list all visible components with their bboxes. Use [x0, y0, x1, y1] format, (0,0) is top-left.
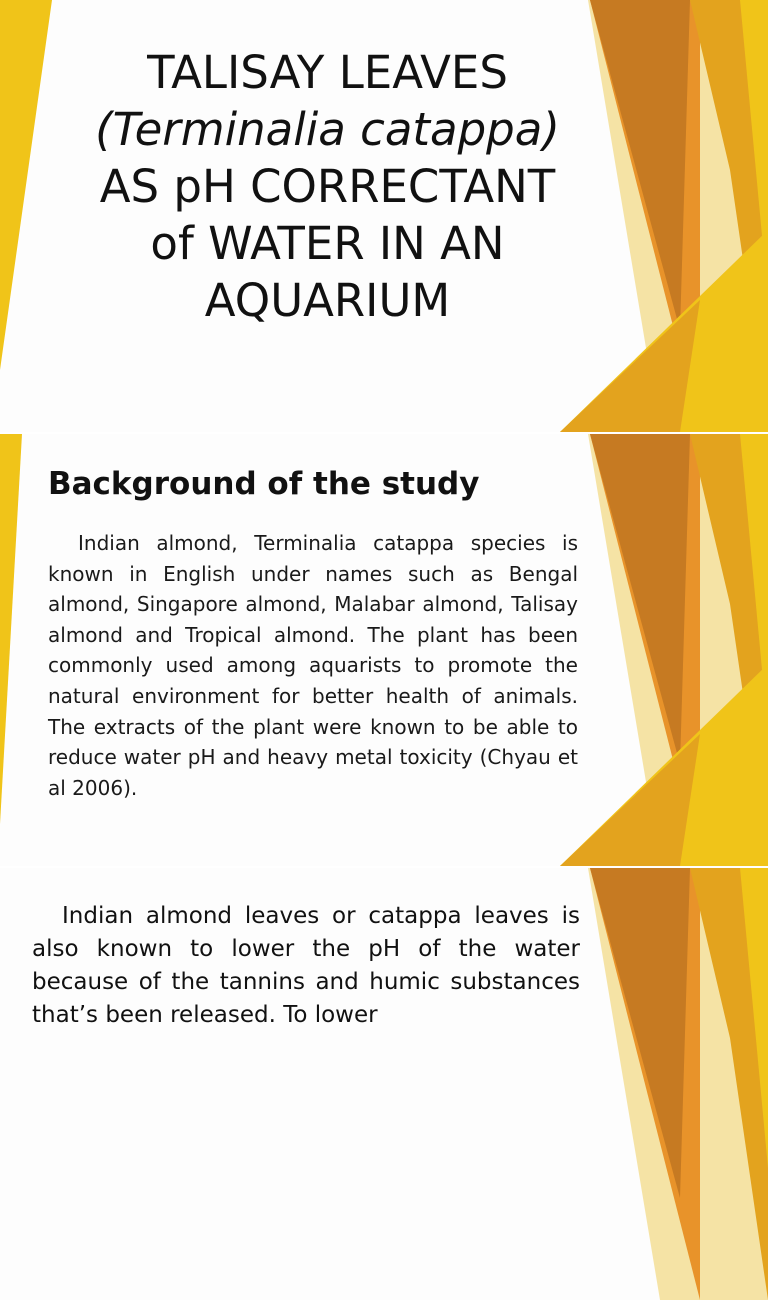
- title-line: AQUARIUM: [204, 274, 451, 327]
- title-line: TALISAY LEAVES: [147, 46, 508, 99]
- continuation-slide: [0, 868, 768, 1300]
- title-line: of WATER IN AN: [150, 217, 505, 270]
- title-line: AS pH CORRECTANT: [99, 160, 556, 213]
- left-yellow-triangle: [0, 434, 22, 824]
- section-heading: Background of the study: [48, 466, 480, 502]
- title-scientific-name: (Terminalia catappa): [95, 103, 560, 156]
- continuation-paragraph: Indian almond leaves or catappa leaves is also known to lower the pH of the water because of the tannins and humic substances that’s been released. To lower: [32, 903, 580, 1028]
- background-slide: [0, 434, 768, 866]
- slide-title: [40, 44, 615, 329]
- title-slide: [0, 0, 768, 432]
- background-paragraph: Indian almond, Terminalia catappa species is known in English under names such as Bengal almond, Singapore almond, Malabar almond, Talisay almond and Tropical almond. The plant has been commonly used among aquarists to promote the natural environment for better health of animals. The extracts of the plant were known to be able to reduce water pH and heavy metal toxicity (Chyau et al 2006).: [48, 531, 578, 800]
